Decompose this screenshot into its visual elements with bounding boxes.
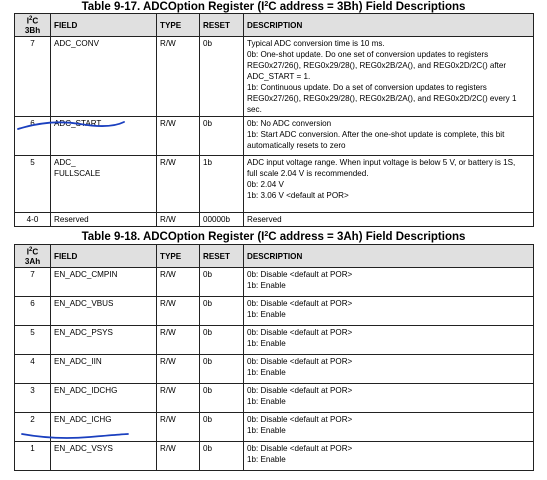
field-cell: [51, 326, 157, 355]
reset-cell: 0b: [200, 413, 244, 442]
table-caption-3ah: Table 9-18. ADCOption Register ($I^2C$ address = 3Ah) Field Descriptions: [81, 231, 466, 243]
reset-cell: 0b: [200, 297, 244, 326]
description-cell-line: 1b: Enable: [247, 426, 286, 435]
field-cell: [51, 117, 157, 156]
description-cell: [244, 413, 534, 442]
reset-cell: 0b: [200, 326, 244, 355]
bit-cell: 7: [15, 37, 51, 117]
type-cell: R/W: [157, 156, 200, 213]
description-cell-line: 1b: 3.06 V <default at POR>: [247, 191, 349, 200]
register-table-3bh: [14, 13, 534, 227]
header-type: TYPE: [157, 245, 200, 268]
description-cell: [244, 117, 534, 156]
description-cell-line: ADC input voltage range. When input voltage is below 5 V, or battery is 1S,: [247, 158, 516, 167]
header-reset: RESET: [200, 245, 244, 268]
description-cell: [244, 213, 534, 227]
field-cell-line: EN_ADC_IIN: [54, 357, 102, 366]
description-cell: [244, 384, 534, 413]
reset-cell: 0b: [200, 268, 244, 297]
field-cell: [51, 213, 157, 227]
description-cell-line: sec.: [247, 105, 262, 114]
reset-cell: 0b: [200, 37, 244, 117]
description-cell-line: 1b: Enable: [247, 455, 286, 464]
type-cell: R/W: [157, 413, 200, 442]
description-cell: [244, 355, 534, 384]
field-cell: [51, 355, 157, 384]
field-cell-line: EN_ADC_ICHG: [54, 415, 112, 424]
register-row: [15, 297, 534, 326]
description-cell-line: 1b: Enable: [247, 310, 286, 319]
register-row: [15, 268, 534, 297]
type-cell: R/W: [157, 37, 200, 117]
description-cell-line: REG0x27/26(), REG0x29/28(), REG0x2B/2A(), and REG0x2D/2C() every 1: [247, 94, 517, 103]
register-row: [15, 355, 534, 384]
register-row: [15, 117, 534, 156]
register-row: [15, 442, 534, 471]
header-bit: $I^2C$ 3Ah: [15, 245, 51, 268]
description-cell-line: 0b: Disable <default at POR>: [247, 415, 353, 424]
field-cell: [51, 156, 157, 213]
reset-cell: 0b: [200, 117, 244, 156]
type-cell: R/W: [157, 117, 200, 156]
bit-cell: 2: [15, 413, 51, 442]
header-description: DESCRIPTION: [244, 245, 534, 268]
description-cell-line: 0b: Disable <default at POR>: [247, 386, 353, 395]
description-cell-line: automatically resets to zero: [247, 141, 346, 150]
bit-cell: 5: [15, 326, 51, 355]
field-cell-line: EN_ADC_IDCHG: [54, 386, 118, 395]
reset-cell: 0b: [200, 384, 244, 413]
header-field: FIELD: [51, 245, 157, 268]
register-row: [15, 213, 534, 227]
reset-cell: 1b: [200, 156, 244, 213]
header-bit: $I^2C$ 3Bh: [15, 14, 51, 37]
field-cell: [51, 442, 157, 471]
field-cell: [51, 268, 157, 297]
type-cell: R/W: [157, 355, 200, 384]
field-cell: [51, 37, 157, 117]
header-field: FIELD: [51, 14, 157, 37]
header-description: DESCRIPTION: [244, 14, 534, 37]
description-cell: [244, 156, 534, 213]
description-cell: [244, 297, 534, 326]
register-table-3ah: [14, 244, 534, 471]
description-cell-line: 1b: Continuous update. Do a set of conversion updates to registers: [247, 83, 487, 92]
field-cell-line: EN_ADC_VBUS: [54, 299, 114, 308]
field-cell: [51, 413, 157, 442]
field-cell: [51, 297, 157, 326]
bit-cell: 1: [15, 442, 51, 471]
description-cell-line: Typical ADC conversion time is 10 ms.: [247, 39, 385, 48]
description-cell-line: REG0x27/26(), REG0x29/28(), REG0x2B/2A(), and REG0x2D/2C() after: [247, 61, 507, 70]
bit-cell: 5: [15, 156, 51, 213]
field-cell-line: ADC_: [54, 158, 76, 167]
description-cell-line: 0b: One-shot update. Do one set of conversion updates to registers: [247, 50, 489, 59]
reset-cell: 0b: [200, 442, 244, 471]
type-cell: R/W: [157, 442, 200, 471]
bit-cell: 6: [15, 117, 51, 156]
type-cell: R/W: [157, 326, 200, 355]
description-cell: [244, 442, 534, 471]
type-cell: R/W: [157, 213, 200, 227]
bit-cell: 4-0: [15, 213, 51, 227]
reset-cell: 0b: [200, 355, 244, 384]
description-cell-line: 0b: 2.04 V: [247, 180, 284, 189]
description-cell-line: 0b: Disable <default at POR>: [247, 299, 353, 308]
description-cell-line: 0b: No ADC conversion: [247, 119, 332, 128]
register-row: [15, 384, 534, 413]
reset-cell: 00000b: [200, 213, 244, 227]
description-cell-line: 0b: Disable <default at POR>: [247, 357, 353, 366]
field-cell-line: EN_ADC_PSYS: [54, 328, 113, 337]
description-cell-line: 0b: Disable <default at POR>: [247, 270, 353, 279]
field-cell-line: ADC_START: [54, 119, 102, 128]
register-row: [15, 37, 534, 117]
type-cell: R/W: [157, 268, 200, 297]
description-cell-line: full scale 2.04 V is recommended.: [247, 169, 369, 178]
header-type: TYPE: [157, 14, 200, 37]
field-cell-line: EN_ADC_CMPIN: [54, 270, 118, 279]
table-caption-3bh: Table 9-17. ADCOption Register ($I^2C$ address = 3Bh) Field Descriptions: [81, 1, 466, 13]
register-row: [15, 326, 534, 355]
description-cell: [244, 326, 534, 355]
description-cell-line: 1b: Enable: [247, 281, 286, 290]
description-cell-line: ADC_START = 1.: [247, 72, 311, 81]
bit-cell: 3: [15, 384, 51, 413]
type-cell: R/W: [157, 384, 200, 413]
description-cell-line: 0b: Disable <default at POR>: [247, 444, 353, 453]
bit-cell: 6: [15, 297, 51, 326]
register-row: [15, 156, 534, 213]
field-cell-line: Reserved: [54, 215, 89, 224]
register-row: [15, 413, 534, 442]
field-cell-line: EN_ADC_VSYS: [54, 444, 113, 453]
field-cell: [51, 384, 157, 413]
type-cell: R/W: [157, 297, 200, 326]
description-cell-line: 1b: Enable: [247, 368, 286, 377]
bit-cell: 7: [15, 268, 51, 297]
header-reset: RESET: [200, 14, 244, 37]
bit-cell: 4: [15, 355, 51, 384]
description-cell-line: 1b: Start ADC conversion. After the one-shot update is complete, this bit: [247, 130, 505, 139]
description-cell-line: 1b: Enable: [247, 339, 286, 348]
description-cell: [244, 268, 534, 297]
description-cell-line: 1b: Enable: [247, 397, 286, 406]
field-cell-line: ADC_CONV: [54, 39, 99, 48]
description-cell-line: Reserved: [247, 215, 282, 224]
description-cell-line: 0b: Disable <default at POR>: [247, 328, 353, 337]
table-header-row: [15, 245, 534, 268]
field-cell-line: FULLSCALE: [54, 169, 101, 178]
table-header-row: [15, 14, 534, 37]
description-cell: [244, 37, 534, 117]
